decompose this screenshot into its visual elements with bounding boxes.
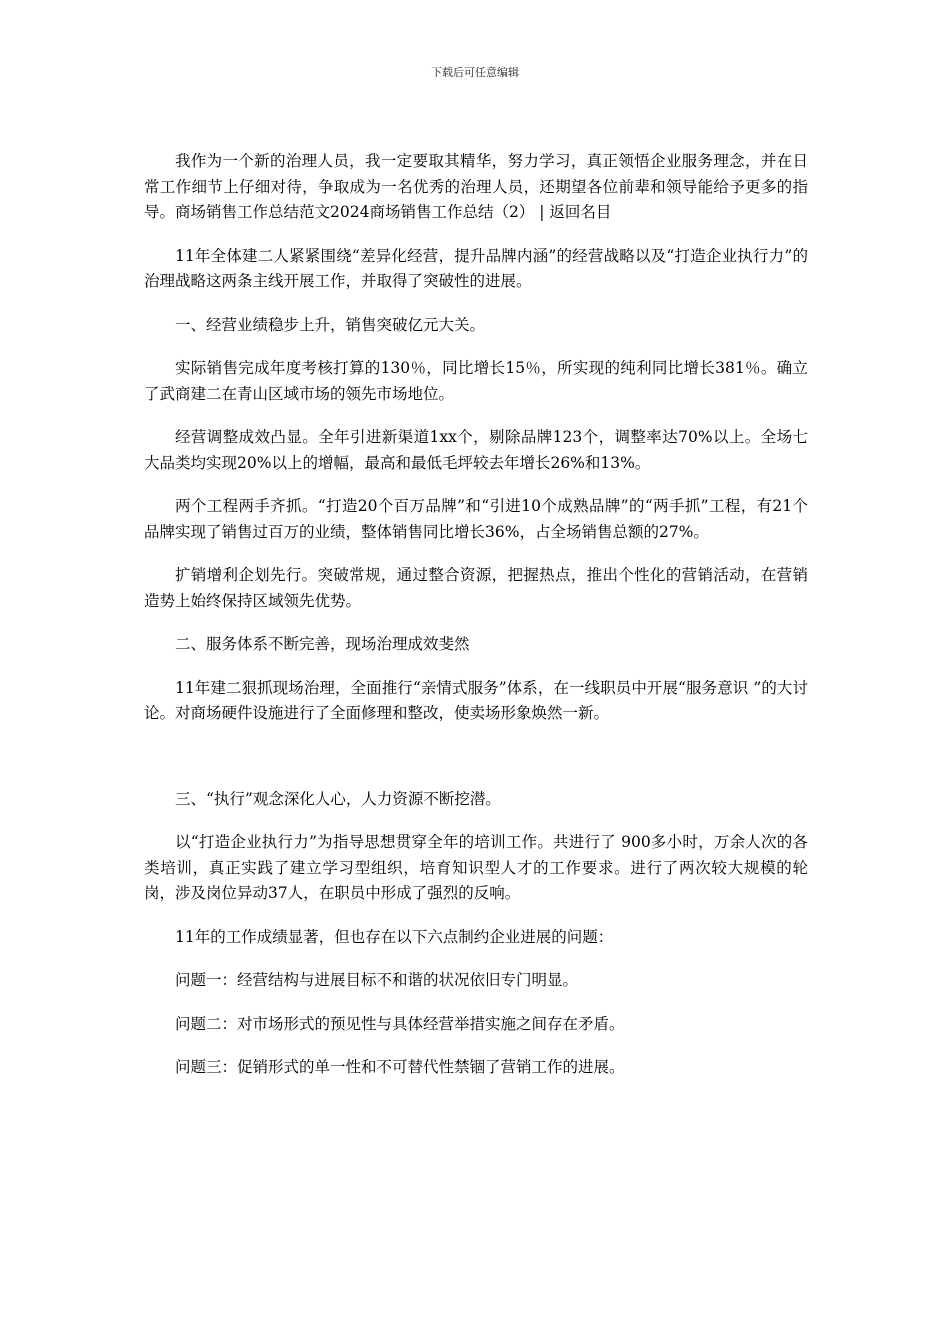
paragraph-problems-intro: 11年的工作成绩显著，但也存在以下六点制约企业进展的问题：	[175, 927, 614, 946]
paragraph-sales-result: 实际销售完成年度考核打算的130％，同比增长15％，所实现的纯利同比增长381％。确立了武商建二在青山区域市场的领先市场地位。	[144, 359, 808, 403]
paragraph-two-projects: 两个工程两手齐抓。“打造20个百万品牌”和“引进10个成熟品牌”的“两手抓”工程，有21个品牌实现了销售过百万的业绩，整体销售同比增长36%，占全场销售总额的27%。	[144, 497, 808, 541]
paragraph-spacer	[144, 614, 808, 632]
paragraph-spacer	[144, 994, 808, 1012]
problem-item-1: 问题一：经营结构与进展目标不和谐的状况依旧专门明显。	[175, 971, 579, 989]
paragraph-spacer	[144, 338, 808, 356]
paragraph-spacer	[144, 812, 808, 830]
paragraph-spacer	[144, 907, 808, 925]
paragraph-spacer	[144, 950, 808, 968]
section-heading-3: 三、“执行”观念深化人心，人力资源不断挖潜。	[175, 789, 501, 808]
paragraph-spacer	[144, 295, 808, 313]
paragraph-training: 以“打造企业执行力”为指导思想贯穿全年的培训工作。共进行了 900多小时，万余人次的各类培训，真正实践了建立学习型组织，培育知识型人才的工作要求。进行了两次较大规模的轮岗，涉及岗位异动37人，在职员中形成了强烈的反响。	[144, 833, 808, 902]
document-body	[144, 149, 808, 1081]
paragraph-spacer	[144, 658, 808, 676]
paragraph-spacer	[144, 545, 808, 563]
paragraph-spacer	[144, 407, 808, 425]
paragraph-overview: 11年全体建二人紧紧围绕“差异化经营，提升品牌内涵”的经营战略以及“打造企业执行力”的治理战略这两条主线开展工作，并取得了突破性的进展。	[144, 246, 808, 290]
paragraph-adjustment: 经营调整成效凸显。全年引进新渠道1xx个，剔除品牌123个，调整率达70%以上。全场七大品类均实现20%以上的增幅，最高和最低毛坪较去年增长26%和13%。	[144, 428, 808, 472]
paragraph-spacer-large	[144, 727, 808, 787]
section-heading-1: 一、经营业绩稳步上升，销售突破亿元大关。	[175, 315, 486, 334]
paragraph-spacer	[144, 226, 808, 244]
section-heading-2: 二、服务体系不断完善，现场治理成效斐然	[175, 635, 470, 653]
paragraph-spacer	[144, 476, 808, 494]
paragraph-spacer	[144, 1037, 808, 1055]
paragraph-service: 11年建二狠抓现场治理，全面推行“亲情式服务”体系，在一线职员中开展“服务意识 ”的大讨论。对商场硬件设施进行了全面修理和整改，使卖场形象焕然一新。	[144, 678, 808, 722]
page-header-note: 下载后可任意编辑	[431, 66, 519, 79]
paragraph-intro: 我作为一个新的治理人员，我一定要取其精华，努力学习，真正领悟企业服务理念，并在日常工作细节上仔细对待，争取成为一名优秀的治理人员，还期望各位前辈和领导能给予更多的指导。商场销售工作总结范文2024商场销售工作总结（2） | 返回名目	[144, 152, 808, 221]
problem-item-3: 问题三：促销形式的单一性和不可替代性禁锢了营销工作的进展。	[175, 1058, 625, 1076]
problem-item-2: 问题二：对市场形式的预见性与具体经营举措实施之间存在矛盾。	[175, 1014, 625, 1033]
paragraph-promotion: 扩销增利企划先行。突破常规，通过整合资源，把握热点，推出个性化的营销活动，在营销造势上始终保持区域领先优势。	[144, 566, 808, 610]
